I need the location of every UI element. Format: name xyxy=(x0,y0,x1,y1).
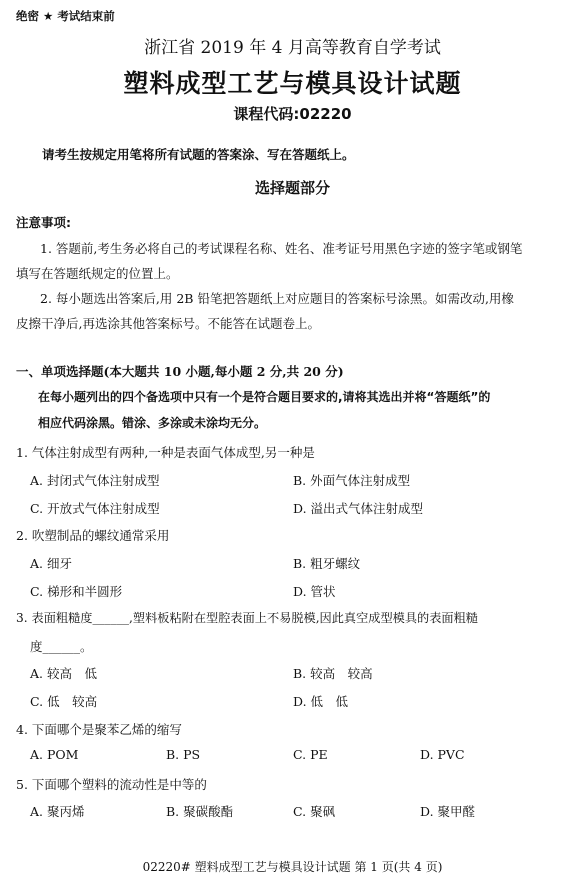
subject-title: 塑料成型工艺与模具设计试题 xyxy=(123,69,462,98)
question-2-option-c: C. 梯形和半圆形 xyxy=(30,584,123,599)
question-2-option-b: B. 粗牙螺纹 xyxy=(293,556,361,571)
course-code: 课程代码:02220 xyxy=(233,105,352,123)
question-4-option-c: C. PE xyxy=(293,747,328,762)
part1-heading: 一、单项选择题(本大题共 10 小题,每小题 2 分,共 20 分) xyxy=(16,364,344,379)
star-icon: ★ xyxy=(43,9,54,23)
question-3-option-d: D. 低 低 xyxy=(293,694,349,709)
question-4-option-a: A. POM xyxy=(30,747,79,762)
question-1-option-a: A. 封闭式气体注射成型 xyxy=(30,473,160,488)
note-2-line-1: 2. 每小题选出答案后,用 2B 铅笔把答题纸上对应题目的答案标号涂黑。如需改动,用橡 xyxy=(40,291,514,306)
question-5-option-b: B. 聚碳酸酯 xyxy=(166,804,234,819)
part1-desc-line-1: 在每小题列出的四个备选项中只有一个是符合题目要求的,请将其选出并将“答题纸”的 xyxy=(38,390,491,404)
exam-ended-label: 考试结束前 xyxy=(57,9,115,23)
question-1-option-c: C. 开放式气体注射成型 xyxy=(30,501,160,516)
section-title: 选择题部分 xyxy=(254,179,330,197)
question-2-stem: 2. 吹塑制品的螺纹通常采用 xyxy=(16,528,170,543)
question-4-option-b: B. PS xyxy=(166,747,201,762)
exam-title: 浙江省 2019 年 4 月高等教育自学考试 xyxy=(144,38,441,58)
question-2-option-d: D. 管状 xyxy=(293,584,336,599)
question-1-option-d: D. 溢出式气体注射成型 xyxy=(293,501,424,516)
question-4-stem: 4. 下面哪个是聚苯乙烯的缩写 xyxy=(16,722,182,737)
confidential-label: 绝密 xyxy=(16,9,39,23)
question-3-option-a: A. 较高 低 xyxy=(30,666,97,681)
question-5-option-c: C. 聚砜 xyxy=(293,804,336,819)
note-1-line-1: 1. 答题前,考生务必将自己的考试课程名称、姓名、准考证号用黑色字迹的签字笔或钢笔 xyxy=(40,241,523,256)
question-4-option-d: D. PVC xyxy=(420,747,465,762)
question-5-option-a: A. 聚丙烯 xyxy=(30,804,85,819)
question-5-option-d: D. 聚甲醛 xyxy=(420,804,476,819)
notes-heading: 注意事项: xyxy=(16,215,71,230)
note-2-line-2: 皮擦干净后,再选涂其他答案标号。不能答在试题卷上。 xyxy=(16,316,320,331)
answer-instruction: 请考生按规定用笔将所有试题的答案涂、写在答题纸上。 xyxy=(42,147,355,162)
question-3-stem-line-1: 3. 表面粗糙度______,塑料板粘附在型腔表面上不易脱模,因此真空成型模具的表面粗糙 xyxy=(16,611,478,625)
question-5-stem: 5. 下面哪个塑料的流动性是中等的 xyxy=(16,777,207,792)
question-2-option-a: A. 细牙 xyxy=(30,556,72,571)
confidential-mark xyxy=(16,8,115,24)
question-3-option-b: B. 较高 较高 xyxy=(293,666,373,681)
question-3-option-c: C. 低 较高 xyxy=(30,694,98,709)
part1-desc-line-2: 相应代码涂黑。错涂、多涂或未涂均无分。 xyxy=(38,416,267,430)
question-1-stem: 1. 气体注射成型有两种,一种是表面气体成型,另一种是 xyxy=(16,445,315,460)
page-footer: 02220# 塑料成型工艺与模具设计试题 第 1 页(共 4 页) xyxy=(142,860,443,874)
note-1-line-2: 填写在答题纸规定的位置上。 xyxy=(16,266,179,281)
question-1-option-b: B. 外面气体注射成型 xyxy=(293,473,411,488)
question-3-stem-line-2: 度______。 xyxy=(30,639,93,654)
